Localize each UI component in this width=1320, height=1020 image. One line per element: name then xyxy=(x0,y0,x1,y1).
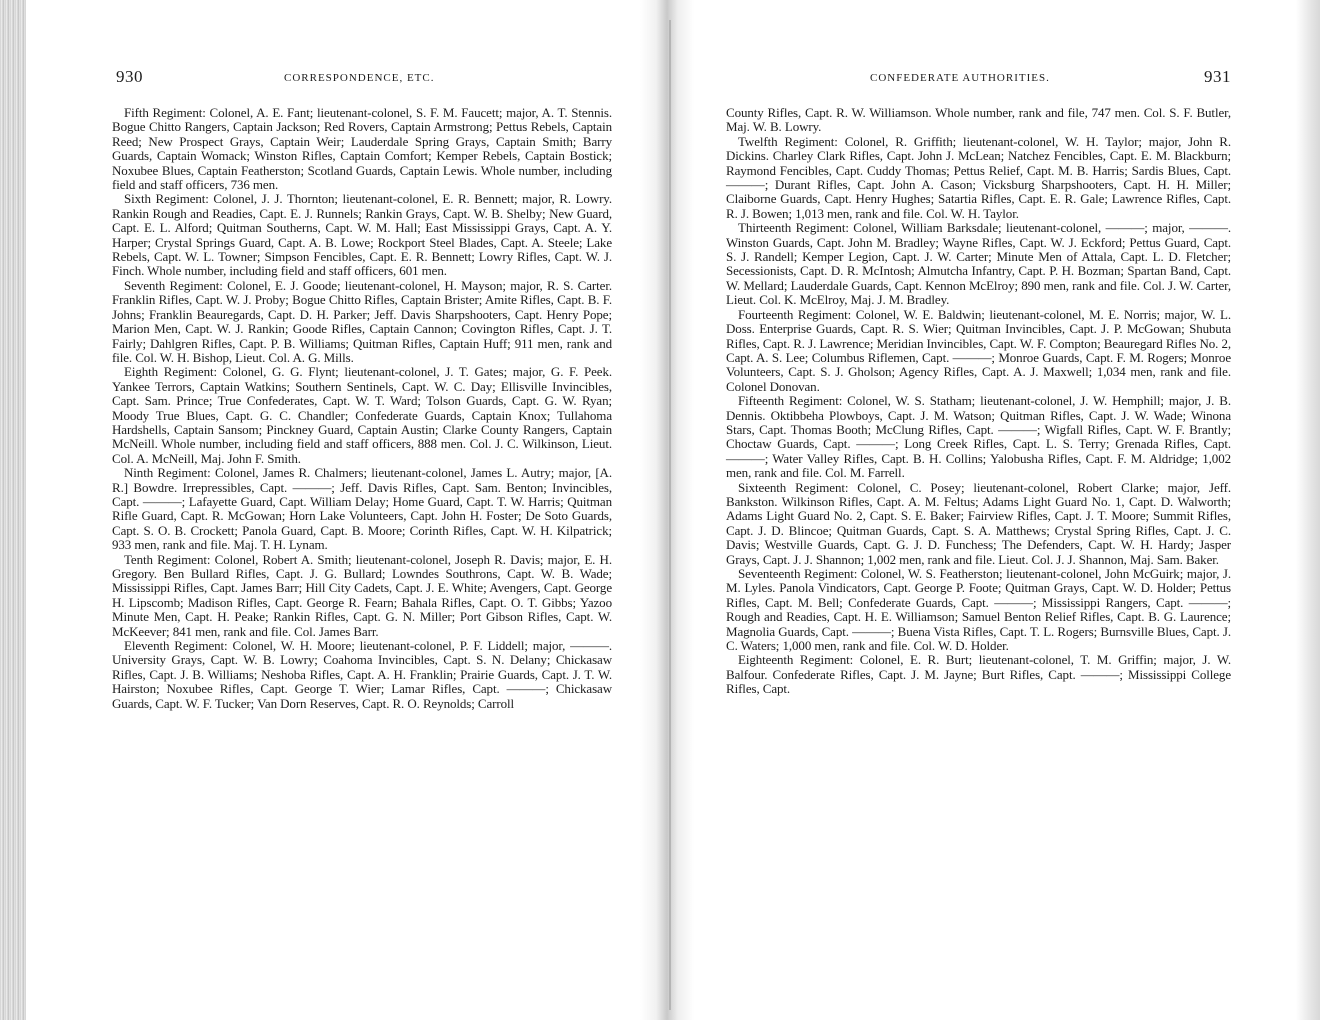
paragraph-ninth-regiment: Ninth Regiment: Colonel, James R. Chalmers; lieutenant-colonel, James L. Autry; major, [A. R.] Bowdre. Irrepressibles, Capt. ———; Jeff. Davis Rifles, Capt. Sam. Benton; Invincibles, Capt. ———; Lafayette Guard, Capt. William Delay; Home Guard, Capt. T. W. Harris; Quitman Rifle Guard, Capt. R. McGowan; Horn Lake Volunteers, Capt. John H. Foster; De Soto Guards, Capt. S. O. B. Crockett; Panola Guard, Capt. B. Moore; Corinth Rifles, Capt. W. H. Kilpatrick; 933 men, rank and file. Maj. T. H. Lynam. xyxy=(112,465,612,553)
paragraph-fourteenth-regiment: Fourteenth Regiment: Colonel, W. E. Baldwin; lieutenant-colonel, M. E. Norris; major, W. L. Doss. Enterprise Guards, Capt. R. S. Wier; Quitman Invincibles, Capt. J. P. McGowan; Shubuta Rifles, Capt. R. J. Lawrence; Meridian Invincibles, Capt. W. F. Compton; Beauregard Rifles No. 2, Capt. A. S. Lee; Columbus Riflemen, Capt. ———; Monroe Guards, Capt. F. M. Rogers; Monroe Volunteers, Capt. S. J. Gholson; Agency Rifles, Capt. A. J. Maxwell; 1,034 men, rank and file. Colonel Donovan. xyxy=(726,306,1231,394)
left-page-number: 930 xyxy=(116,67,143,86)
paragraph-twelfth-regiment: Twelfth Regiment: Colonel, R. Griffith; lieutenant-colonel, W. H. Taylor; major, John R. Dickins. Charley Clark Rifles, Capt. John J. McLean; Natchez Fencibles, Capt. E. M. Blackburn; Raymond Fencibles, Capt. Cuddy Thomas; Pettus Relief, Capt. M. B. Harris; Sardis Blues, Capt. ———; Durant Rifles, Capt. John A. Cason; Vicksburg Sharpshooters, Capt. H. H. Miller; Claiborne Guards, Capt. Henry Hughes; Satartia Rifles, Capt. E. R. Gale; Lawrence Rifles, Capt. R. J. Bowen; 1,013 men, rank and file. Col. W. H. Taylor. xyxy=(726,133,1231,221)
right-running-title: CONFEDERATE AUTHORITIES. xyxy=(870,72,1050,84)
left-running-title: CORRESPONDENCE, ETC. xyxy=(284,72,435,84)
right-running-head xyxy=(726,66,1231,92)
gutter-crease xyxy=(669,20,671,1010)
paragraph-eighteenth-regiment: Eighteenth Regiment: Colonel, E. R. Burt; lieutenant-colonel, T. M. Griffin; major, J. W. Balfour. Confederate Rifles, Capt. J. M. Jayne; Burt Rifles, Capt. ———; Mississippi College Rifles, Capt. xyxy=(726,652,1231,697)
paragraph-eleventh-regiment: Eleventh Regiment: Colonel, W. H. Moore; lieutenant-colonel, P. F. Liddell; major, ———. University Grays, Capt. W. B. Lowry; Coahoma Invincibles, Capt. S. N. Delany; Chickasaw Rifles, Capt. J. B. Williams; Neshoba Rifles, Capt. A. H. Franklin; Prairie Guards, Capt. J. T. W. Hairston; Noxubee Rifles, Capt. George T. Wier; Lamar Rifles, Capt. ———; Chickasaw Guards, Capt. W. F. Tucker; Van Dorn Reserves, Capt. R. O. Reynolds; Carroll xyxy=(112,638,612,711)
left-running-head xyxy=(112,66,612,92)
left-page-edge xyxy=(0,0,26,1020)
paragraph-fifth-regiment: Fifth Regiment: Colonel, A. E. Fant; lieutenant-colonel, S. F. M. Faucett; major, A. T. Stennis. Bogue Chitto Rangers, Captain Jackson; Red Rovers, Captain Armstrong; Pettus Rebels, Captain Reed; New Prospect Grays, Captain Weir; Lauderdale Spring Grays, Captain Smith; Barry Guards, Captain Womack; Winston Rifles, Captain Comfort; Kemper Rebels, Captain Bostick; Noxubee Blues, Captain Featherston; Scotland Guards, Captain Lewis. Whole number, including field and staff officers, 736 men. xyxy=(112,105,612,193)
left-body-text xyxy=(112,106,612,711)
paragraph-sixteenth-regiment: Sixteenth Regiment: Colonel, C. Posey; lieutenant-colonel, Robert Clarke; major, Jeff. Bankston. Wilkinson Rifles, Capt. A. M. Feltus; Adams Light Guard No. 1, Capt. D. Walworth; Adams Light Guard No. 2, Capt. S. E. Baker; Fairview Rifles, Capt. J. T. Moore; Summit Rifles, Capt. J. D. Blincoe; Quitman Guards, Capt. S. A. Matthews; Crystal Spring Rifles, Capt. J. C. Davis; Westville Guards, Capt. G. J. D. Funchess; The Defenders, Capt. W. H. Hardy; Jasper Grays, Capt. J. J. Shannon; 1,002 men, rank and file. Lieut. Col. J. J. Shannon, Maj. Sam. Baker. xyxy=(726,479,1231,567)
paragraph-eighth-regiment: Eighth Regiment: Colonel, G. G. Flynt; lieutenant-colonel, J. T. Gates; major, G. F. Peek. Yankee Terrors, Captain Watkins; Southern Sentinels, Capt. W. C. Day; Ellisville Invincibles, Capt. Sam. Prince; True Confederates, Capt. W. T. Ward; Tolson Guards, Capt. G. W. Ryan; Moody True Blues, Capt. G. C. Chandler; Confederate Guards, Captain Knox; Tullahoma Hardshells, Captain Sansom; Pinckney Guard, Captain Austin; Clarke County Rangers, Captain McNeill. Whole number, including field and staff officers, 888 men. Col. J. C. Wilkinson, Lieut. Col. A. McNeill, Maj. John F. Smith. xyxy=(112,364,612,466)
right-body-text xyxy=(726,106,1231,697)
left-page xyxy=(112,66,612,711)
paragraph-seventeenth-regiment: Seventeenth Regiment: Colonel, W. S. Featherston; lieutenant-colonel, John McGuirk; major, J. M. Lyles. Panola Vindicators, Capt. George P. Foote; Quitman Grays, Capt. W. D. Holder; Pettus Rifles, Capt. M. Bell; Confederate Guards, Capt. ———; Mississippi Rangers, Capt. ———; Rough and Readies, Capt. H. E. Williamson; Samuel Benton Relief Rifles, Capt. B. G. Laurence; Magnolia Guards, Capt. ———; Buena Vista Rifles, Capt. T. L. Rogers; Burnsville Blues, Capt. J. C. Waters; 1,000 men, rank and file. Col. W. D. Holder. xyxy=(726,566,1231,654)
paragraph-seventh-regiment: Seventh Regiment: Colonel, E. J. Goode; lieutenant-colonel, H. Mayson; major, R. S. Carter. Franklin Rifles, Capt. W. J. Proby; Bogue Chitto Rifles, Captain Brister; Amite Rifles, Capt. B. F. Johns; Franklin Beauregards, Capt. D. H. Parker; Jeff. Davis Sharpshooters, Capt. Henry Pope; Marion Men, Capt. W. J. Rankin; Goode Rifles, Captain Cannon; Covington Rifles, Capt. J. T. Fairly; Dahlgren Rifles, Capt. P. B. Williams; Quitman Rifles, Captain Huff; 911 men, rank and file. Col. W. H. Bishop, Lieut. Col. A. G. Mills. xyxy=(112,277,612,365)
right-page-number: 931 xyxy=(1204,67,1231,86)
paragraph-thirteenth-regiment: Thirteenth Regiment: Colonel, William Barksdale; lieutenant-colonel, ———; major, ———. Winston Guards, Capt. John M. Bradley; Wayne Rifles, Capt. W. J. Eckford; Pettus Guard, Capt. S. J. Randell; Kemper Legion, Capt. J. W. Carter; Minute Men of Attala, Capt. L. D. Fletcher; Secessionists, Capt. D. R. McIntosh; Almutcha Infantry, Capt. P. H. Bozman; Spartan Band, Capt. W. Mellard; Lauderdale Guards, Capt. Kennon McElroy; 890 men, rank and file. Col. J. W. Carter, Lieut. Col. K. McElroy, Maj. J. M. Bradley. xyxy=(726,220,1231,308)
book-gutter xyxy=(640,0,694,1020)
right-page-edge xyxy=(1296,0,1320,1020)
paragraph-tenth-regiment: Tenth Regiment: Colonel, Robert A. Smith; lieutenant-colonel, Joseph R. Davis; major, E. H. Gregory. Ben Bullard Rifles, Capt. J. G. Bullard; Lowndes Southrons, Capt. W. B. Wade; Mississippi Rifles, Capt. James Barr; Hill City Cadets, Capt. J. E. White; Avengers, Capt. George H. Lipscomb; Madison Rifles, Capt. George R. Fearn; Bahala Rifles, Capt. O. T. Gibbs; Yazoo Minute Men, Capt. H. Peake; Rankin Rifles, Capt. G. N. Miller; Port Gibson Rifles, Capt. W. McKeever; 841 men, rank and file. Col. James Barr. xyxy=(112,551,612,639)
right-page xyxy=(726,66,1231,697)
paragraph-eleventh-regiment-continued: County Rifles, Capt. R. W. Williamson. Whole number, rank and file, 747 men. Col. S. F. Butler, Maj. W. B. Lowry. xyxy=(726,105,1231,135)
paragraph-fifteenth-regiment: Fifteenth Regiment: Colonel, W. S. Statham; lieutenant-colonel, J. W. Hemphill; major, J. B. Dennis. Oktibbeha Plowboys, Capt. J. M. Watson; Quitman Rifles, Capt. J. W. Wade; Winona Stars, Capt. Thomas Booth; McClung Rifles, Capt. ———; Wigfall Rifles, Capt. W. F. Brantly; Choctaw Guards, Capt. ———; Long Creek Rifles, Capt. L. S. Terry; Grenada Rifles, Capt. ———; Water Valley Rifles, Capt. B. H. Collins; Yalobusha Rifles, Capt. F. M. Aldridge; 1,002 men, rank and file. Col. M. Farrell. xyxy=(726,393,1231,481)
paragraph-sixth-regiment: Sixth Regiment: Colonel, J. J. Thornton; lieutenant-colonel, E. R. Bennett; major, R. Lowry. Rankin Rough and Readies, Capt. E. J. Runnels; Rankin Grays, Capt. W. B. Shelby; New Guard, Capt. E. L. Alford; Quitman Southerns, Capt. W. M. Hall; East Mississippi Grays, Capt. A. Y. Harper; Crystal Springs Guard, Capt. A. B. Lowe; Rockport Steel Blades, Capt. A. Steele; Lake Rebels, Capt. W. L. Towner; Simpson Fencibles, Capt. E. R. Bennett; Lowry Rifles, Capt. W. J. Finch. Whole number, including field and staff officers, 601 men. xyxy=(112,191,612,279)
